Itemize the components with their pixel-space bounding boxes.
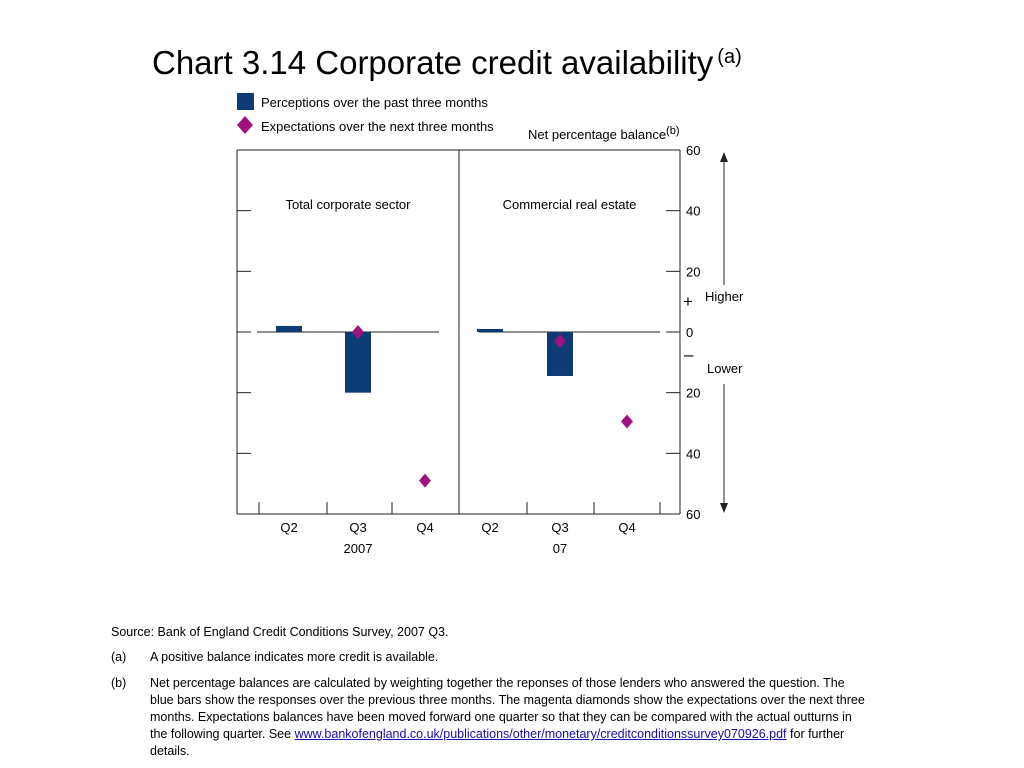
title-note-marker: (a): [717, 46, 742, 68]
title-text: Chart 3.14 Corporate credit availability: [152, 44, 714, 81]
y-tick-label: 0: [686, 325, 694, 340]
plot-area: [237, 143, 744, 556]
footnote-b-text: Net percentage balances are calculated by weighting together the reponses of those lenders who answered the question. The blue bars show the responses over the previous three months. The magenta diamonds show the expectations over the next three months. Expectations balances have been moved forward one quarter so that they can be compared with the actual outturns in the following quarter. See: [150, 676, 865, 741]
x-tick-label: Q3: [349, 520, 367, 535]
x-year-label: 2007: [343, 541, 373, 556]
footnote-a-tag: (a): [111, 650, 127, 664]
higher-arrow-head: [720, 152, 728, 162]
footnote-a: [111, 649, 871, 667]
perception-bar: [276, 326, 302, 332]
legend-bar-swatch: [237, 93, 254, 110]
x-tick-label: Q4: [416, 520, 434, 535]
y-tick-label: 40: [686, 446, 701, 462]
y-tick-label: 20: [686, 264, 701, 280]
perception-bar: [477, 329, 503, 332]
x-tick-label: Q4: [618, 520, 636, 535]
y-axis-title-text: Net percentage balance: [528, 127, 667, 142]
source-note: [111, 624, 448, 641]
y-tick-label: 60: [686, 143, 701, 158]
x-tick-label: Q3: [551, 520, 569, 535]
lower-arrow-head: [720, 503, 728, 513]
legend-perceptions-label: Perceptions over the past three months: [261, 95, 488, 110]
footnote-b: [111, 675, 871, 765]
lower-minus-sign: –: [684, 345, 694, 364]
panel-title: Commercial real estate: [502, 197, 637, 212]
legend-expectations-label: Expectations over the next three months: [261, 119, 494, 134]
footnote-a-text: A positive balance indicates more credit is available.: [150, 650, 439, 664]
legend-diamond-swatch: [237, 116, 253, 134]
x-tick-label: Q2: [481, 520, 499, 535]
credit-survey-link[interactable]: www.bankofengland.co.uk/publications/other/monetary/creditconditionssurvey070926.pdf: [294, 727, 787, 741]
y-axis-title-note: (b): [666, 125, 680, 137]
legend: [237, 93, 494, 134]
lower-label: Lower: [707, 361, 743, 376]
higher-label: Higher: [705, 289, 744, 304]
higher-plus-sign: +: [683, 292, 693, 311]
panel-title: Total corporate sector: [285, 197, 411, 212]
y-tick-label: 40: [686, 203, 701, 219]
source-text: Source: Bank of England Credit Conditions Survey, 2007 Q3.: [111, 625, 449, 639]
expectation-diamond: [419, 474, 431, 488]
footnote-b-tail: for further details.: [150, 727, 845, 758]
x-year-label: 07: [552, 541, 568, 556]
x-tick-label: Q2: [280, 520, 298, 535]
footnote-b-tag: (b): [111, 676, 127, 690]
expectation-diamond: [621, 414, 633, 428]
y-tick-label: 20: [686, 385, 701, 401]
y-tick-label: 60: [686, 507, 701, 522]
perception-bar: [345, 332, 371, 393]
y-axis-title: [528, 125, 680, 142]
